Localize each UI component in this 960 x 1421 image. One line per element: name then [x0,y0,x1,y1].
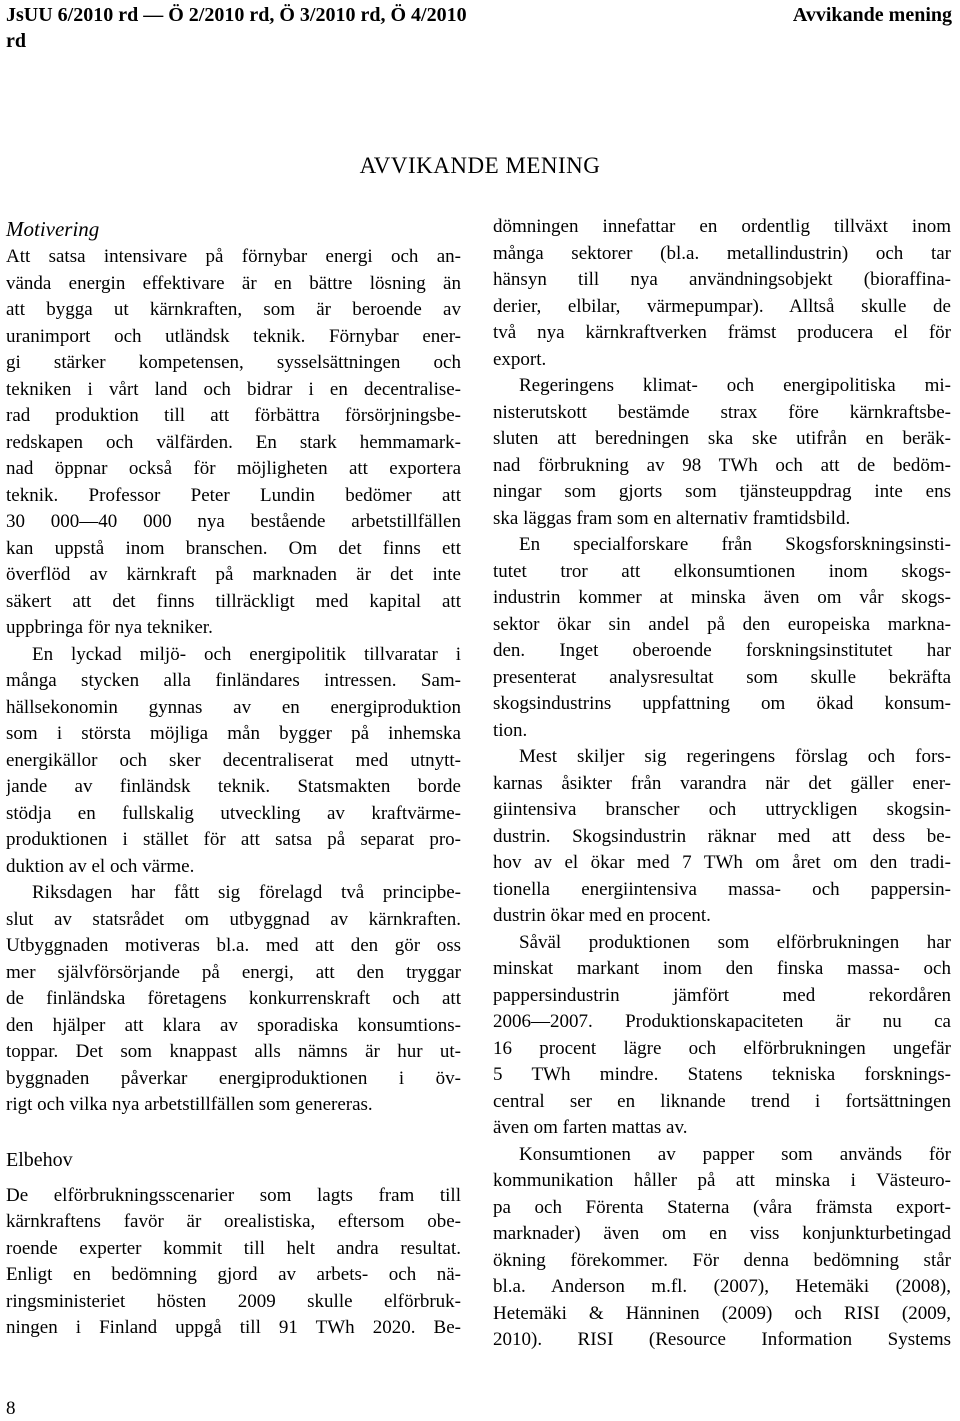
text-line: sluten att beredningen ska ske utifrån en beräk- [493,428,951,449]
text-line: säkert att det finns tillräckligt med kapital att [6,590,461,612]
text-line: Enligt en bedömning gjord av arbets- och nä- [6,1264,461,1285]
text-line: minskat markant inom den finska massa- och [493,958,951,979]
text-line: skogsindustrins uppfattning om ökad konsum- [493,693,951,714]
text-line: central ser en liknande trend i fortsättningen [493,1090,951,1112]
text-line: rigt och vilka nya arbetstillfällen som genereras. [6,1094,373,1115]
text-line: kommunikation håller på att minska i Västeuro- [493,1170,951,1191]
text-line: bl.a. Anderson m.fl. (2007), Hetemäki (2008), [493,1276,951,1297]
text-line: 2006—2007. Produktionskapaciteten är nu ca [493,1011,951,1032]
heading-elbehov: Elbehov [6,1148,73,1171]
text-line: energikällor och sker decentraliserat med utnytt- [6,749,461,771]
running-header-left: JsUU 6/2010 rd — Ö 2/2010 rd, Ö 3/2010 rd, Ö 4/2010 [6,4,467,26]
text-line: dömningen innefattar en ordentlig tillväxt inom [493,216,951,237]
text-line: En lyckad miljö- och energipolitik tillvaratar i [32,643,461,665]
text-line: pappersindustrin jämfört med rekordåren [493,984,951,1006]
text-line: rad produktion till att förbättra försörjningsbe- [6,405,461,426]
text-line: den hjälper att klara av sporadiska konsumtions- [6,1014,461,1036]
text-line: uranimport och utländsk teknik. Förnybar ener- [6,325,461,347]
text-line: ringsministeriet hösten 2009 skulle elförbruk- [6,1290,461,1312]
text-line: ska läggas fram som en alternativ framtidsbild. [493,507,851,529]
text-line: Såväl produktionen som elförbrukningen har [519,931,951,953]
text-line: industrin kommer at minska även om vår skogs- [493,587,951,608]
text-line: gi stärker kompetensen, sysselsättningen och [6,352,461,373]
text-line: många sektorer (bl.a. metallindustrin) och tar [493,242,951,264]
text-line: sektor ökar sin andel på den europeiska markna- [493,613,951,635]
text-line: tionella energiintensiva massa- och pappersin- [493,878,951,900]
paragraph [6,880,461,1119]
text-line: vända energin effektivare är en bättre lösning än [6,272,461,294]
text-line: redskapen och välfärden. En stark hemmamark- [6,431,461,453]
paragraph [493,214,951,373]
text-line: som i största möjliga mån bygger på inhemska [6,723,461,744]
text-line: mer självförsörjande på energi, att den tryggar [6,961,461,983]
text-line: slut av statsrådet om utbyggnad av kärnkraften. [6,908,461,930]
text-line: giintensiva branscher och uttryckligen skogsin- [493,799,951,820]
text-line: Mest skiljer sig regeringens förslag och fors- [519,746,951,767]
text-line: de finländska företagens konkurrenskraft och att [6,988,461,1009]
paragraph [493,532,951,744]
text-line: 30 000—40 000 nya bestående arbetstillfällen [6,511,461,532]
text-line: tekniken i vårt land och bidrar i en decentralise- [6,378,461,400]
text-line: teknik. Professor Peter Lundin bedömer att [6,484,461,506]
text-line: tion. [493,719,528,741]
text-line: uppbringa för nya tekniker. [6,617,213,638]
paragraph [493,373,951,532]
text-line: export. [493,348,547,370]
text-line: hänsyn till nya användningsobjekt (bioraffina- [493,269,951,290]
text-line: duktion av el och värme. [6,855,195,877]
text-line: att bygga ut kärnkraften, som är beroende av [6,299,461,320]
text-line: nad förbrukning av 98 TWh och att de bedöm- [493,454,951,476]
text-line: dustrin ökar med en procent. [493,905,711,926]
paragraph [6,244,461,642]
text-line: toppar. Det som knappast alls nämns är hur ut- [6,1041,461,1062]
text-line: derier, elbilar, värmepumpar). Alltså skulle de [493,295,951,317]
text-line: överflöd av kärnkraft på marknaden är det inte [6,564,461,585]
text-line: roende experter kommit till helt andra resultat. [6,1237,461,1259]
text-line: ökning förekommer. För denna bedömning står [493,1249,951,1271]
text-line: ningar som gjorts som tjänsteuppdrag inte ens [493,481,951,502]
paragraph [6,642,461,881]
text-line: ningen i Finland uppgå till 91 TWh 2020. Be- [6,1317,461,1338]
text-line: Att satsa intensivare på förnybar energi och an- [6,246,461,267]
running-header-left-cont: rd [6,30,26,52]
text-line: jande av finländsk teknik. Statsmakten borde [6,776,461,797]
text-line: många stycken alla finländares intressen. Sam- [6,670,461,691]
text-line: byggnaden påverkar energiproduktionen i öv- [6,1067,461,1089]
text-line: Utbyggnaden motiveras bl.a. med att den gör oss [6,935,461,956]
text-line: 5 TWh mindre. Statens tekniska forsknings- [493,1064,951,1085]
text-line: nad öppnar också för möjligheten att exportera [6,458,461,479]
text-line: karnas åsikter från varandra när det gäller ener- [493,772,951,794]
page-number: 8 [6,1398,16,1419]
section-title: AVVIKANDE MENING [359,153,601,178]
text-line: pa och Förenta Staterna (våra främsta export- [493,1196,951,1218]
paragraph [493,744,951,930]
text-line: hov av el ökar med 7 TWh om året om den tradi- [493,852,951,873]
text-line: produktionen i stället för att satsa på separat pro- [6,829,461,850]
left-column [6,214,461,1342]
text-line: presenterat analysresultat som skulle bekräfta [493,666,951,688]
text-line: även om farten mattas av. [493,1117,688,1138]
paragraph [493,1142,951,1354]
text-line: Hetemäki & Hänninen (2009) och RISI (2009, [493,1302,951,1324]
text-line: En specialforskare från Skogsforskningsinsti- [519,534,951,555]
text-line: nisterutskott bestämde strax före kärnkraftsbe- [493,401,951,423]
paragraph [6,1183,461,1342]
text-line: kan uppstå inom branschen. Om det finns ett [6,537,461,559]
text-line: tutet tror att elkonsumtionen inom skogs- [493,560,951,582]
text-line: Regeringens klimat- och energipolitiska mi- [519,375,951,396]
text-line: kärnkraftens favör är orealistiska, eftersom obe- [6,1211,461,1232]
text-line: den. Inget oberoende forskningsinstitutet har [493,640,951,661]
text-line: marknader) även om en viss konjunkturbetingad [493,1223,951,1244]
text-line: dustrin. Skogsindustrin räknar med att dess be- [493,825,951,847]
text-line: 2010). RISI (Resource Information Systems [493,1329,951,1350]
heading-motivering: Motivering [6,217,100,241]
text-line: Riksdagen har fått sig förelagd två principbe- [32,882,461,903]
text-line: hällsekonomin gynnas av en energiproduktion [6,696,461,718]
text-line: stödja en fullskalig utveckling av kraftvärme- [6,802,461,824]
text-line: två nya kärnkraftverken främst producera el för [493,322,951,343]
right-column [493,214,951,1354]
text-line: De elförbrukningsscenarier som lagts fram till [6,1184,461,1206]
text-line: Konsumtionen av papper som används för [519,1143,951,1165]
text-line: 16 procent lägre och elförbrukningen ungefär [493,1037,951,1059]
running-header-right: Avvikande mening [792,4,952,26]
paragraph [493,930,951,1142]
